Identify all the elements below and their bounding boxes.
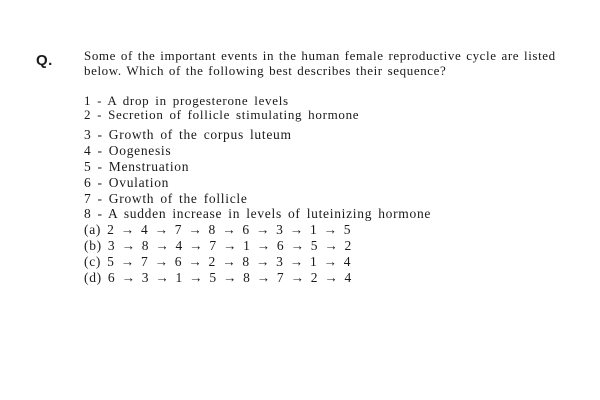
option-b[interactable]: (b) 3 → 8 → 4 → 7 → 1 → 6 → 5 → 2 xyxy=(84,238,352,253)
event-2: 2 - Secretion of follicle stimulating hormone xyxy=(84,107,360,122)
event-7: 7 - Growth of the follicle xyxy=(84,191,248,206)
option-d[interactable]: (d) 6 → 3 → 1 → 5 → 8 → 7 → 2 → 4 xyxy=(84,270,352,285)
question-label: Q. xyxy=(36,52,53,69)
option-a[interactable]: (a) 2 → 4 → 7 → 8 → 6 → 3 → 1 → 5 xyxy=(84,222,352,237)
question-prompt: Some of the important events in the human female reproductive cycle are listed below. Which of the following best describes their sequence? xyxy=(84,48,556,78)
event-6: 6 - Ovulation xyxy=(84,175,170,190)
event-5: 5 - Menstruation xyxy=(84,159,190,174)
event-4: 4 - Oogenesis xyxy=(84,143,172,158)
event-3: 3 - Growth of the corpus luteum xyxy=(84,127,292,142)
event-1: 1 - A drop in progesterone levels xyxy=(84,93,289,108)
event-8: 8 - A sudden increase in levels of luteinizing hormone xyxy=(84,206,432,221)
option-c[interactable]: (c) 5 → 7 → 6 → 2 → 8 → 3 → 1 → 4 xyxy=(84,254,352,269)
